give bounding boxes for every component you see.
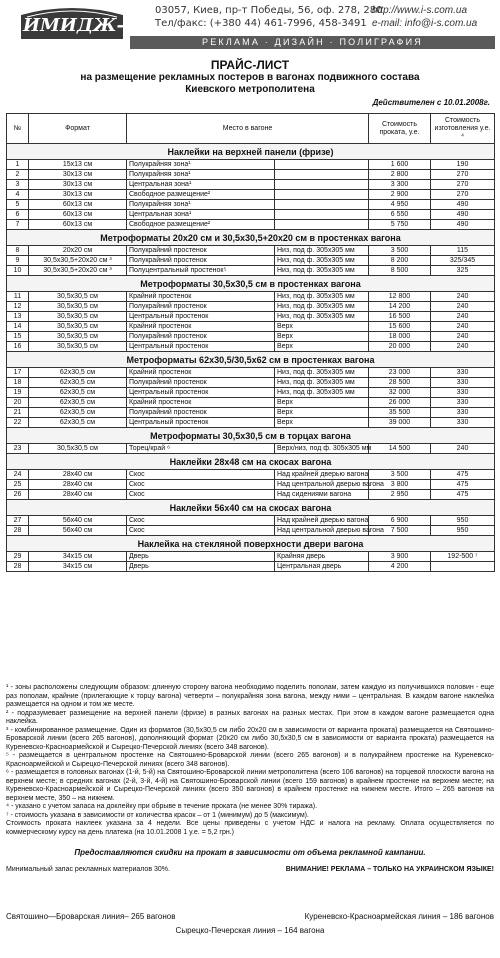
cell-place: Центральный простенок bbox=[127, 418, 275, 428]
table-row bbox=[7, 256, 495, 266]
cell-make: 240 bbox=[431, 332, 495, 342]
cell-place-detail: Крайняя дверь bbox=[275, 552, 369, 562]
cell-place: Центральный простенок bbox=[127, 312, 275, 322]
cell-rent: 8 200 bbox=[369, 256, 431, 266]
cell-place: Крайний простенок bbox=[127, 398, 275, 408]
table-row bbox=[7, 292, 495, 302]
cell-format: 30x13 см bbox=[29, 190, 127, 200]
table-row bbox=[7, 266, 495, 276]
metro-line-syretsko: Сырецко-Печерская линия – 164 вагона bbox=[175, 926, 325, 935]
cell-format: 56x40 см bbox=[29, 526, 127, 536]
section-header-row bbox=[7, 144, 495, 160]
cell-make: 475 bbox=[431, 490, 495, 500]
column-header-place: Место в вагоне bbox=[127, 114, 369, 144]
cell-format: 20x20 см bbox=[29, 246, 127, 256]
cell-rent: 3 500 bbox=[369, 470, 431, 480]
section-header-row bbox=[7, 230, 495, 246]
company-logo bbox=[17, 3, 127, 57]
cell-place-detail: Верх bbox=[275, 408, 369, 418]
cell-place-detail: Низ, под ф. 305x305 мм bbox=[275, 312, 369, 322]
cell-number: 14 bbox=[7, 322, 29, 332]
cell-place-detail: Верх bbox=[275, 418, 369, 428]
table-row bbox=[7, 552, 495, 562]
cell-number: 5 bbox=[7, 200, 29, 210]
price-table bbox=[6, 113, 495, 572]
cell-make: 330 bbox=[431, 368, 495, 378]
cell-place: Скос bbox=[127, 516, 275, 526]
cell-make: 270 bbox=[431, 180, 495, 190]
cell-number: 17 bbox=[7, 368, 29, 378]
table-row bbox=[7, 398, 495, 408]
cell-place: Торец/край ⁶ bbox=[127, 444, 275, 454]
cell-place: Полукрайняя зона¹ bbox=[127, 170, 275, 180]
section-title: Наклейки 28x48 см на скосах вагона bbox=[7, 454, 495, 470]
cell-rent: 32 000 bbox=[369, 388, 431, 398]
cell-rent: 3 500 bbox=[369, 246, 431, 256]
cell-place-detail: Верх bbox=[275, 398, 369, 408]
cell-place-detail bbox=[275, 190, 369, 200]
cell-format: 30,5x30,5 см bbox=[29, 312, 127, 322]
cell-number: 2 bbox=[7, 170, 29, 180]
cell-place: Полукрайний простенок bbox=[127, 246, 275, 256]
cell-place: Дверь bbox=[127, 552, 275, 562]
section-header-row bbox=[7, 352, 495, 368]
section-header-row bbox=[7, 276, 495, 292]
cell-number: 19 bbox=[7, 388, 29, 398]
cell-number: 25 bbox=[7, 480, 29, 490]
table-row bbox=[7, 368, 495, 378]
cell-format: 60x13 см bbox=[29, 200, 127, 210]
cell-number: 13 bbox=[7, 312, 29, 322]
cell-rent: 2 800 bbox=[369, 170, 431, 180]
cell-format: 30,5x30,5 см bbox=[29, 332, 127, 342]
cell-place: Полукрайний простенок bbox=[127, 256, 275, 266]
cell-make: 240 bbox=[431, 444, 495, 454]
cell-make: 325 bbox=[431, 266, 495, 276]
cell-place: Полукрайняя зона¹ bbox=[127, 200, 275, 210]
cell-number: 11 bbox=[7, 292, 29, 302]
cell-format: 30,5x30,5 см bbox=[29, 302, 127, 312]
cell-rent: 28 500 bbox=[369, 378, 431, 388]
table-row bbox=[7, 444, 495, 454]
logo-text: ИМИДЖ-СЕРВИС bbox=[23, 15, 125, 57]
cell-place-detail: Над крайней дверью вагона bbox=[275, 470, 369, 480]
cell-place-detail bbox=[275, 200, 369, 210]
cell-make: 490 bbox=[431, 200, 495, 210]
section-header-row bbox=[7, 536, 495, 552]
table-row bbox=[7, 480, 495, 490]
cell-place: Полукрайний простенок bbox=[127, 302, 275, 312]
cell-format: 30,5x30,5+20x20 см ³ bbox=[29, 266, 127, 276]
cell-place: Центральный простенок bbox=[127, 388, 275, 398]
cell-format: 28x40 см bbox=[29, 480, 127, 490]
cell-rent: 20 000 bbox=[369, 342, 431, 352]
cell-format: 60x13 см bbox=[29, 220, 127, 230]
title-line-2: Киевского метрополитена bbox=[185, 84, 315, 95]
footnote: ⁴ - указано с учетом запаса на доклейку при обрыве в течение проката (не менее 30% тиража). bbox=[6, 803, 318, 810]
cell-rent: 1 600 bbox=[369, 160, 431, 170]
section-title: Метроформаты 20x20 см и 30,5x30,5+20x20 см в простенках вагона bbox=[7, 230, 495, 246]
table-row bbox=[7, 190, 495, 200]
cell-format: 34x15 см bbox=[29, 552, 127, 562]
table-row bbox=[7, 200, 495, 210]
cell-format: 28x40 см bbox=[29, 490, 127, 500]
cell-rent: 7 500 bbox=[369, 526, 431, 536]
document-title bbox=[0, 58, 500, 96]
cell-place-detail: Над центральной дверью вагона bbox=[275, 480, 369, 490]
column-header-number: № bbox=[7, 114, 29, 144]
cell-place-detail bbox=[275, 210, 369, 220]
cell-number: 6 bbox=[7, 210, 29, 220]
table-row bbox=[7, 210, 495, 220]
cell-rent: 4 200 bbox=[369, 562, 431, 572]
cell-make: 240 bbox=[431, 312, 495, 322]
cell-place-detail: Над сидениями вагона bbox=[275, 490, 369, 500]
cell-place: Свободное размещение² bbox=[127, 220, 275, 230]
cell-number: 10 bbox=[7, 266, 29, 276]
cell-number: 9 bbox=[7, 256, 29, 266]
cell-make: 190 bbox=[431, 160, 495, 170]
cell-place: Дверь bbox=[127, 562, 275, 572]
table-row bbox=[7, 332, 495, 342]
section-title: Метроформаты 30,5x30,5 см в торцах вагона bbox=[7, 428, 495, 444]
cell-place-detail: Верх bbox=[275, 322, 369, 332]
cell-make: 490 bbox=[431, 220, 495, 230]
cell-make: 330 bbox=[431, 418, 495, 428]
cell-place: Крайний простенок bbox=[127, 292, 275, 302]
cell-rent: 6 900 bbox=[369, 516, 431, 526]
cell-place: Скос bbox=[127, 490, 275, 500]
cell-place-detail: Низ, под ф. 305x305 мм bbox=[275, 368, 369, 378]
table-row bbox=[7, 526, 495, 536]
section-header-row bbox=[7, 500, 495, 516]
cell-make: 475 bbox=[431, 470, 495, 480]
cell-make: 950 bbox=[431, 516, 495, 526]
footnote: Стоимость проката наклеек указана за 4 недели. Все цены приведены с учетом НДС и налога на рекламу. Оплата осуществляется по коммерческому курсу на день платежа (на 10.01.2008 1 у.е. = 5,2 грн.) bbox=[6, 820, 494, 836]
section-title: Наклейки 56x40 см на скосах вагона bbox=[7, 500, 495, 516]
cell-make bbox=[431, 562, 495, 572]
cell-format: 30,5x30,5 см bbox=[29, 292, 127, 302]
cell-place-detail: Низ, под ф. 305x305 мм bbox=[275, 302, 369, 312]
cell-make: 240 bbox=[431, 322, 495, 332]
title-line-1: на размещение рекламных постеров в вагонах подвижного состава bbox=[80, 72, 420, 83]
cell-number: 22 bbox=[7, 418, 29, 428]
cell-rent: 15 600 bbox=[369, 322, 431, 332]
title-main: ПРАЙС-ЛИСТ bbox=[210, 58, 290, 72]
cell-format: 15x13 см bbox=[29, 160, 127, 170]
table-row bbox=[7, 170, 495, 180]
cell-make: 330 bbox=[431, 408, 495, 418]
cell-format: 62x30,5 см bbox=[29, 368, 127, 378]
cell-number: 21 bbox=[7, 408, 29, 418]
section-header-row bbox=[7, 428, 495, 444]
cell-number: 16 bbox=[7, 342, 29, 352]
cell-rent: 26 000 bbox=[369, 398, 431, 408]
cell-number: 12 bbox=[7, 302, 29, 312]
section-header-row bbox=[7, 454, 495, 470]
cell-place: Скос bbox=[127, 526, 275, 536]
table-row bbox=[7, 180, 495, 190]
cell-place: Центральная зона¹ bbox=[127, 180, 275, 190]
cell-number: 26 bbox=[7, 490, 29, 500]
cell-place: Скос bbox=[127, 470, 275, 480]
footnote: ⁶ - размещается в головных вагонах (1-й, 5-й) на Святошино-Броварской линии метрополитена (всего 106 вагонов) на торцевой плоскости вагона на верхнем месте; в средних вагонах (2-й, 3-й, 4-й) на Святошино-Броварской линии (всего 159 вагонов) в крайнем простенке на верхнем месте; на Куреневско-Красноармейской и Сырецко-Печерской линиях (всего 350 вагонов) в крайнем простенке на нижнем месте. Итого – 265 вагонов на верхнем месте, 350 – на нижнем. bbox=[6, 769, 494, 802]
cell-place: Свободное размещение² bbox=[127, 190, 275, 200]
cell-make: 330 bbox=[431, 378, 495, 388]
cell-place: Крайний простенок bbox=[127, 368, 275, 378]
cell-number: 24 bbox=[7, 470, 29, 480]
cell-place-detail: Низ, под ф. 305x305 мм bbox=[275, 266, 369, 276]
footnote: ¹ - зоны расположены следующим образом: длинную сторону вагона необходимо поделить пополам, затем каждую из получившихся половин - еще раз пополам, крайние (прилегающие к торцу вагона) четверти – полукрайняя зона вагона, между ними – центральная. В каждом вагоне наклейка размещается на одном и том же месте. bbox=[6, 684, 494, 708]
footnote: ⁵ - размещается в центральном простенке на Святошино-Броварской линии (всего 265 вагонов) и в полукрайнем простенке на Куреневско-Красноармейской и Сырецко-Печерской линиях (всего 348 вагонов). bbox=[6, 752, 494, 768]
table-row bbox=[7, 490, 495, 500]
cell-make: 475 bbox=[431, 480, 495, 490]
cell-place-detail bbox=[275, 170, 369, 180]
table-row bbox=[7, 378, 495, 388]
cell-make: 240 bbox=[431, 292, 495, 302]
cell-make: 490 bbox=[431, 210, 495, 220]
table-row bbox=[7, 470, 495, 480]
cell-number: 7 bbox=[7, 220, 29, 230]
cell-make: 240 bbox=[431, 302, 495, 312]
table-row bbox=[7, 220, 495, 230]
cell-number: 29 bbox=[7, 552, 29, 562]
cell-format: 62x30,5 см bbox=[29, 408, 127, 418]
slogan-banner: РЕКЛАМА · ДИЗАЙН · ПОЛИГРАФИЯ bbox=[130, 36, 495, 49]
table-row bbox=[7, 246, 495, 256]
address: 03057, Киев, пр-т Победы, 56, оф. 278, 280 bbox=[155, 5, 383, 16]
cell-place-detail: Верх bbox=[275, 342, 369, 352]
cell-format: 56x40 см bbox=[29, 516, 127, 526]
cell-place: Центральный простенок bbox=[127, 342, 275, 352]
cell-number: 27 bbox=[7, 516, 29, 526]
cell-number: 15 bbox=[7, 332, 29, 342]
section-title: Метроформаты 30,5x30,5 см в простенках вагона bbox=[7, 276, 495, 292]
cell-rent: 23 000 bbox=[369, 368, 431, 378]
cell-rent: 3 900 bbox=[369, 552, 431, 562]
cell-format: 28x40 см bbox=[29, 470, 127, 480]
cell-rent: 5 750 bbox=[369, 220, 431, 230]
metro-line-kurenivsko: Куреневско-Красноармейская линия – 186 вагонов bbox=[304, 912, 494, 921]
cell-place-detail bbox=[275, 160, 369, 170]
language-warning: ВНИМАНИЕ! РЕКЛАМА – ТОЛЬКО НА УКРАИНСКОМ ЯЗЫКЕ! bbox=[285, 866, 494, 873]
cell-make: 115 bbox=[431, 246, 495, 256]
cell-place-detail bbox=[275, 220, 369, 230]
website-link[interactable]: http://www.i-s.com.ua bbox=[372, 5, 468, 16]
cell-rent: 16 500 bbox=[369, 312, 431, 322]
cell-rent: 8 500 bbox=[369, 266, 431, 276]
metro-line-sviatoshyno: Святошино—Броварская линия– 265 вагонов bbox=[6, 912, 176, 921]
footnotes bbox=[6, 684, 494, 837]
cell-rent: 18 000 bbox=[369, 332, 431, 342]
cell-format: 30,5x30,5 см bbox=[29, 444, 127, 454]
cell-format: 60x13 см bbox=[29, 210, 127, 220]
cell-make: 330 bbox=[431, 388, 495, 398]
cell-format: 30,5x30,5 см bbox=[29, 322, 127, 332]
cell-format: 30x13 см bbox=[29, 170, 127, 180]
footnote: ² - подразумевает размещение на верхней панели (фризе) в разных вагонах на разных местах. При этом в каждом вагоне размещается одна наклейка. bbox=[6, 709, 494, 725]
cell-number: 8 bbox=[7, 246, 29, 256]
table-row bbox=[7, 342, 495, 352]
cell-rent: 6 550 bbox=[369, 210, 431, 220]
cell-rent: 2 950 bbox=[369, 490, 431, 500]
cell-number: 28 bbox=[7, 562, 29, 572]
cell-place-detail: Центральная дверь bbox=[275, 562, 369, 572]
cell-number: 3 bbox=[7, 180, 29, 190]
cell-make: 325/345 bbox=[431, 256, 495, 266]
column-header-rent: Стоимость проката, у.е. bbox=[369, 114, 431, 144]
letterhead bbox=[0, 0, 500, 60]
cell-rent: 14 200 bbox=[369, 302, 431, 312]
cell-rent: 12 800 bbox=[369, 292, 431, 302]
cell-place: Полуцентральный простенок⁵ bbox=[127, 266, 275, 276]
cell-format: 30,5x30,5+20x20 см ³ bbox=[29, 256, 127, 266]
cell-format: 62x30,5 см bbox=[29, 398, 127, 408]
table-row bbox=[7, 160, 495, 170]
section-title: Наклейки на верхней панели (фризе) bbox=[7, 144, 495, 160]
table-row bbox=[7, 516, 495, 526]
cell-number: 4 bbox=[7, 190, 29, 200]
cell-make: 240 bbox=[431, 342, 495, 352]
cell-place-detail: Верх/низ, под ф. 305x305 мм bbox=[275, 444, 369, 454]
cell-place-detail: Низ, под ф. 305x305 мм bbox=[275, 256, 369, 266]
cell-format: 62x30,5 см bbox=[29, 418, 127, 428]
cell-place: Крайний простенок bbox=[127, 322, 275, 332]
cell-place-detail: Верх bbox=[275, 332, 369, 342]
cell-place-detail: Над крайней дверью вагона bbox=[275, 516, 369, 526]
cell-make: 330 bbox=[431, 398, 495, 408]
discount-note: Предоставляются скидки на прокат в зависимости от объема рекламной кампании. bbox=[74, 848, 426, 857]
cell-place: Полукрайний простенок bbox=[127, 332, 275, 342]
cell-place: Скос bbox=[127, 480, 275, 490]
cell-number: 1 bbox=[7, 160, 29, 170]
section-title: Наклейка на стекляной поверхности двери вагона bbox=[7, 536, 495, 552]
cell-place-detail: Низ, под ф. 305x305 мм bbox=[275, 388, 369, 398]
column-header-make: Стоимость изготовления у.е. ⁴ bbox=[431, 114, 495, 144]
cell-place: Полукрайняя зона¹ bbox=[127, 160, 275, 170]
table-row bbox=[7, 322, 495, 332]
table-row bbox=[7, 408, 495, 418]
cell-make: 950 bbox=[431, 526, 495, 536]
table-row bbox=[7, 312, 495, 322]
table-row bbox=[7, 302, 495, 312]
column-header-format: Формат bbox=[29, 114, 127, 144]
cell-make: 192-500 ⁷ bbox=[431, 552, 495, 562]
cell-format: 34x15 см bbox=[29, 562, 127, 572]
cell-place-detail: Низ, под ф. 305x305 мм bbox=[275, 378, 369, 388]
cell-make: 270 bbox=[431, 170, 495, 180]
cell-format: 62x30,5 см bbox=[29, 378, 127, 388]
minimum-stock-note: Минимальный запас рекламных материалов 30%. bbox=[6, 866, 170, 873]
table-row bbox=[7, 562, 495, 572]
cell-number: 20 bbox=[7, 398, 29, 408]
cell-rent: 3 800 bbox=[369, 480, 431, 490]
footnote: ³ - комбинированное размещение. Один из форматов (30,5x30,5 см либо 20x20 см в зависимости от варианта проката) размещается на Святошино-Броварской линии (всего 265 вагонов), дополняющий формат (20x20 см либо 30,5x30,5 см в зависимости от варианта проката) размещается на Куреневско-Красноармейской и Сырецко-Печерской линиях (всего 348 вагонов). bbox=[6, 726, 494, 751]
table-header-row bbox=[7, 114, 495, 144]
email-link[interactable]: e-mail: info@i-s.com.ua bbox=[372, 18, 478, 29]
cell-make: 270 bbox=[431, 190, 495, 200]
cell-number: 28 bbox=[7, 526, 29, 536]
cell-place: Полукрайний простенок bbox=[127, 378, 275, 388]
cell-format: 30,5x30,5 см bbox=[29, 342, 127, 352]
cell-place-detail bbox=[275, 180, 369, 190]
table-row bbox=[7, 418, 495, 428]
validity-date: Действителен с 10.01.2008г. bbox=[372, 98, 490, 107]
cell-rent: 14 500 bbox=[369, 444, 431, 454]
cell-place-detail: Низ, под ф. 305x305 мм bbox=[275, 246, 369, 256]
cell-place: Полукрайний простенок bbox=[127, 408, 275, 418]
cell-rent: 35 500 bbox=[369, 408, 431, 418]
cell-place-detail: Над центральной дверью вагона bbox=[275, 526, 369, 536]
cell-rent: 3 300 bbox=[369, 180, 431, 190]
table-row bbox=[7, 388, 495, 398]
section-title: Метроформаты 62x30,5/30,5x62 см в простенках вагона bbox=[7, 352, 495, 368]
cell-number: 18 bbox=[7, 378, 29, 388]
cell-rent: 39 000 bbox=[369, 418, 431, 428]
cell-format: 62x30,5 см bbox=[29, 388, 127, 398]
cell-rent: 4 950 bbox=[369, 200, 431, 210]
cell-format: 30x13 см bbox=[29, 180, 127, 190]
cell-rent: 2 900 bbox=[369, 190, 431, 200]
cell-number: 23 bbox=[7, 444, 29, 454]
cell-place: Центральная зона¹ bbox=[127, 210, 275, 220]
phone: Тел/факс: (+380 44) 461-7996, 458-3491 bbox=[155, 18, 367, 29]
footnote: ⁷ - стоимость указана в зависимости от количества красок – от 1 (минимум) до 5 (максимум). bbox=[6, 811, 309, 819]
cell-place-detail: Низ, под ф. 305x305 мм bbox=[275, 292, 369, 302]
